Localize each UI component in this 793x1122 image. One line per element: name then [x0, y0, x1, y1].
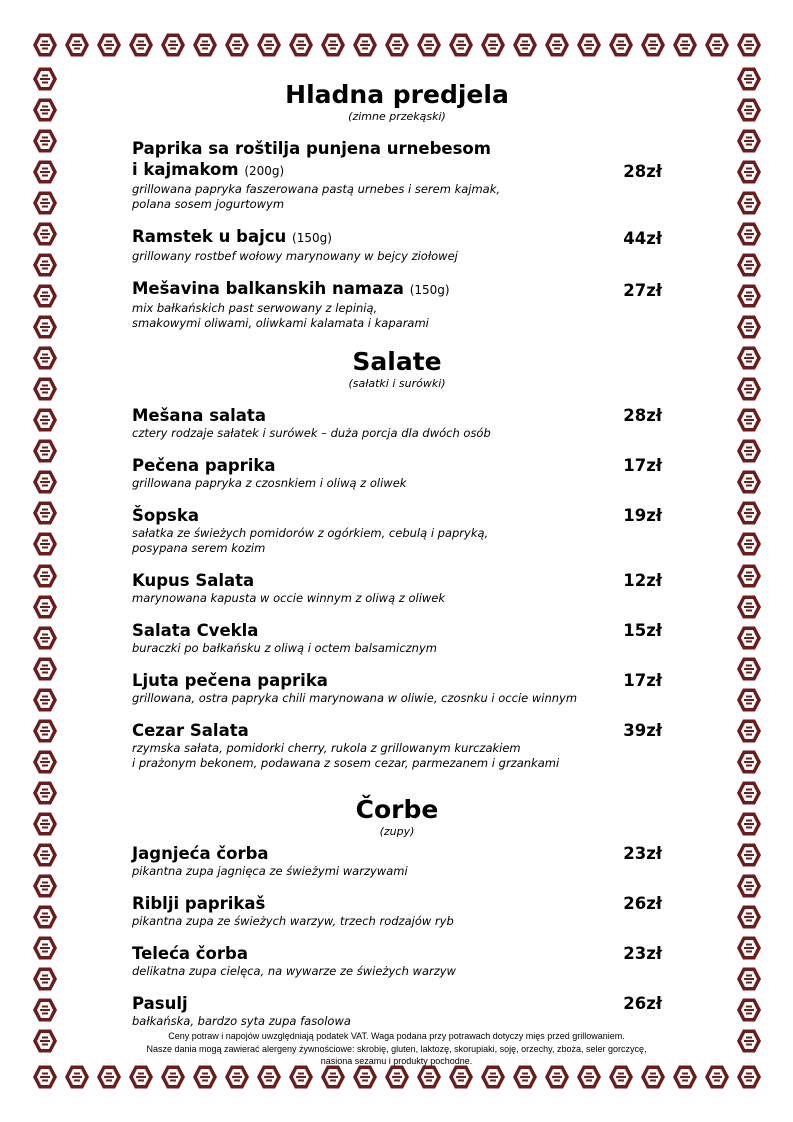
balkan-hexagon-motif-icon — [384, 1064, 410, 1090]
balkan-hexagon-motif-icon — [672, 1064, 698, 1090]
balkan-hexagon-motif-icon — [736, 625, 762, 651]
balkan-hexagon-motif-icon — [32, 749, 58, 775]
balkan-hexagon-motif-icon — [736, 252, 762, 278]
balkan-hexagon-motif-icon — [736, 345, 762, 371]
balkan-hexagon-motif-icon — [352, 32, 378, 58]
balkan-hexagon-motif-icon — [736, 66, 762, 92]
balkan-hexagon-motif-icon — [384, 32, 410, 58]
balkan-hexagon-motif-icon — [736, 469, 762, 495]
menu-item-name-text: Šopska — [132, 506, 199, 525]
balkan-hexagon-motif-icon — [736, 221, 762, 247]
menu-item-description: grillowana papryka faszerowana pastą urnebes i serem kajmak, polana sosem jogurtowym — [132, 182, 501, 211]
balkan-hexagon-motif-icon — [736, 904, 762, 930]
balkan-hexagon-motif-icon — [736, 438, 762, 464]
menu-item-header — [132, 278, 662, 301]
balkan-hexagon-motif-icon — [224, 1064, 250, 1090]
menu-item-name — [132, 278, 450, 301]
menu-item-price: 23zł — [623, 944, 662, 963]
menu-item-name — [132, 993, 188, 1014]
menu-item-name — [132, 620, 258, 641]
balkan-hexagon-motif-icon — [736, 1028, 762, 1054]
balkan-hexagon-motif-icon — [448, 1064, 474, 1090]
balkan-hexagon-motif-icon — [736, 314, 762, 340]
balkan-hexagon-motif-icon — [736, 32, 762, 58]
balkan-hexagon-motif-icon — [64, 32, 90, 58]
balkan-hexagon-motif-icon — [640, 1064, 666, 1090]
section-title: Hladna predjela — [285, 80, 509, 109]
menu-item-header — [132, 405, 662, 426]
balkan-hexagon-motif-icon — [736, 749, 762, 775]
balkan-hexagon-motif-icon — [736, 407, 762, 433]
menu-item-header — [132, 843, 662, 864]
menu-item-name — [132, 670, 328, 691]
border-bottom — [32, 1064, 762, 1090]
balkan-hexagon-motif-icon — [608, 32, 634, 58]
menu-item-name-text: Riblji paprikaš — [132, 894, 266, 913]
balkan-hexagon-motif-icon — [32, 97, 58, 123]
balkan-hexagon-motif-icon — [32, 718, 58, 744]
menu-item-name-text: Mešana salata — [132, 406, 266, 425]
menu-item — [132, 670, 662, 706]
balkan-hexagon-motif-icon — [32, 687, 58, 713]
balkan-hexagon-motif-icon — [128, 32, 154, 58]
menu-item-price: 28zł — [623, 162, 662, 181]
balkan-hexagon-motif-icon — [736, 1064, 762, 1090]
balkan-hexagon-motif-icon — [736, 531, 762, 557]
menu-item-header — [132, 670, 662, 691]
menu-item — [132, 226, 662, 264]
menu-item-price: 39zł — [623, 721, 662, 740]
menu-item-name — [132, 455, 276, 476]
balkan-hexagon-motif-icon — [192, 1064, 218, 1090]
section-subtitle: (sałatki i surówki) — [348, 377, 446, 390]
balkan-hexagon-motif-icon — [32, 345, 58, 371]
balkan-hexagon-motif-icon — [32, 563, 58, 589]
balkan-hexagon-motif-icon — [128, 1064, 154, 1090]
menu-item-description: grillowana papryka z czosnkiem i oliwą z oliwek — [132, 476, 407, 490]
menu-item — [132, 620, 662, 656]
balkan-hexagon-motif-icon — [32, 935, 58, 961]
balkan-hexagon-motif-icon — [32, 159, 58, 185]
menu-item-description: grillowana, ostra papryka chili marynowana w oliwie, czosnku i occie winnym — [132, 691, 578, 705]
menu-item-header — [132, 226, 662, 249]
menu-item-name — [132, 943, 248, 964]
balkan-hexagon-motif-icon — [288, 32, 314, 58]
balkan-hexagon-motif-icon — [32, 904, 58, 930]
balkan-hexagon-motif-icon — [288, 1064, 314, 1090]
section-title: Salate — [352, 347, 442, 376]
balkan-hexagon-motif-icon — [32, 283, 58, 309]
balkan-hexagon-motif-icon — [416, 32, 442, 58]
menu-item-description: pikantna zupa jagnięca ze świeżymi warzywami — [132, 864, 408, 878]
balkan-hexagon-motif-icon — [32, 966, 58, 992]
menu-item-header — [132, 570, 662, 591]
menu-item-header — [132, 993, 662, 1014]
balkan-hexagon-motif-icon — [352, 1064, 378, 1090]
menu-item — [132, 278, 662, 331]
menu-item-name — [132, 893, 265, 914]
menu-item — [132, 405, 662, 441]
balkan-hexagon-motif-icon — [32, 594, 58, 620]
menu-item — [132, 720, 662, 771]
balkan-hexagon-motif-icon — [32, 873, 58, 899]
balkan-hexagon-motif-icon — [736, 594, 762, 620]
balkan-hexagon-motif-icon — [672, 32, 698, 58]
balkan-hexagon-motif-icon — [512, 1064, 538, 1090]
balkan-hexagon-motif-icon — [736, 873, 762, 899]
balkan-hexagon-motif-icon — [192, 32, 218, 58]
section-title: Čorbe — [355, 795, 439, 824]
menu-item-name-text: Cezar Salata — [132, 721, 249, 740]
balkan-hexagon-motif-icon — [256, 1064, 282, 1090]
menu-item-description: grillowany rostbef wołowy marynowany w bejcy ziołowej — [132, 249, 458, 263]
menu-item-description: marynowana kapusta w occie winnym z oliwą z oliwek — [132, 591, 446, 605]
balkan-hexagon-motif-icon — [736, 283, 762, 309]
balkan-hexagon-motif-icon — [736, 718, 762, 744]
balkan-hexagon-motif-icon — [480, 32, 506, 58]
section-corbe — [132, 795, 662, 1029]
balkan-hexagon-motif-icon — [32, 66, 58, 92]
menu-item-header — [132, 505, 662, 526]
balkan-hexagon-motif-icon — [608, 1064, 634, 1090]
balkan-hexagon-motif-icon — [64, 1064, 90, 1090]
balkan-hexagon-motif-icon — [256, 32, 282, 58]
menu-item-price: 26zł — [623, 894, 662, 913]
menu-item-price: 19zł — [623, 506, 662, 525]
section-subtitle: (zimne przekąski) — [348, 110, 446, 123]
menu-item-name-text: Paprika sa roštilja punjena urnebesom i kajmakom — [132, 139, 491, 179]
border-left — [32, 66, 58, 1054]
balkan-hexagon-motif-icon — [32, 252, 58, 278]
menu-item-description: buraczki po bałkańsku z oliwą i octem balsamicznym — [132, 641, 437, 655]
balkan-hexagon-motif-icon — [736, 966, 762, 992]
balkan-hexagon-motif-icon — [480, 1064, 506, 1090]
balkan-hexagon-motif-icon — [32, 1064, 58, 1090]
balkan-hexagon-motif-icon — [512, 32, 538, 58]
menu-item-description: sałatka ze świeżych pomidorów z ogórkiem, cebulą i papryką, posypana serem kozim — [132, 526, 489, 555]
menu-item-header — [132, 455, 662, 476]
menu-item-name — [132, 138, 491, 182]
border-right — [736, 66, 762, 1054]
menu-item-name — [132, 405, 266, 426]
menu-item-header — [132, 720, 662, 741]
balkan-hexagon-motif-icon — [32, 221, 58, 247]
balkan-hexagon-motif-icon — [320, 1064, 346, 1090]
balkan-hexagon-motif-icon — [320, 32, 346, 58]
balkan-hexagon-motif-icon — [32, 32, 58, 58]
menu-item-name-text: Pečena paprika — [132, 456, 276, 475]
menu-item — [132, 138, 662, 212]
balkan-hexagon-motif-icon — [32, 842, 58, 868]
menu-item-header — [132, 138, 662, 182]
menu-item-description: bałkańska, bardzo syta zupa fasolowa — [132, 1014, 351, 1028]
menu-item — [132, 893, 662, 929]
balkan-hexagon-motif-icon — [736, 563, 762, 589]
menu-item-name — [132, 720, 249, 741]
menu-item-price: 12zł — [623, 571, 662, 590]
balkan-hexagon-motif-icon — [32, 190, 58, 216]
balkan-hexagon-motif-icon — [32, 656, 58, 682]
menu-item-price: 27zł — [623, 281, 662, 300]
menu-item-header — [132, 893, 662, 914]
balkan-hexagon-motif-icon — [736, 997, 762, 1023]
balkan-hexagon-motif-icon — [32, 997, 58, 1023]
balkan-hexagon-motif-icon — [32, 625, 58, 651]
balkan-hexagon-motif-icon — [32, 407, 58, 433]
balkan-hexagon-motif-icon — [32, 314, 58, 340]
menu-item — [132, 943, 662, 979]
balkan-hexagon-motif-icon — [160, 1064, 186, 1090]
menu-content — [132, 80, 662, 1043]
balkan-hexagon-motif-icon — [32, 531, 58, 557]
balkan-hexagon-motif-icon — [736, 656, 762, 682]
menu-item-name-text: Ljuta pečena paprika — [132, 671, 328, 690]
balkan-hexagon-motif-icon — [32, 128, 58, 154]
menu-item — [132, 993, 662, 1029]
menu-item-description: delikatna zupa cielęca, na wywarze ze świeżych warzyw — [132, 964, 456, 978]
balkan-hexagon-motif-icon — [32, 376, 58, 402]
menu-item-price: 17zł — [623, 671, 662, 690]
menu-item-name-text: Ramstek u bajcu — [132, 227, 287, 246]
menu-item-header — [132, 943, 662, 964]
balkan-hexagon-motif-icon — [224, 32, 250, 58]
balkan-hexagon-motif-icon — [736, 376, 762, 402]
balkan-hexagon-motif-icon — [32, 1028, 58, 1054]
menu-item-description: rzymska sałata, pomidorki cherry, rukola z grillowanym kurczakiem i prażonym bekonem, podawana z sosem cezar, parmezanem i grzankami — [132, 741, 560, 770]
balkan-hexagon-motif-icon — [576, 1064, 602, 1090]
balkan-hexagon-motif-icon — [736, 159, 762, 185]
balkan-hexagon-motif-icon — [576, 32, 602, 58]
balkan-hexagon-motif-icon — [160, 32, 186, 58]
menu-item — [132, 505, 662, 556]
balkan-hexagon-motif-icon — [96, 1064, 122, 1090]
menu-item-name — [132, 226, 332, 249]
balkan-hexagon-motif-icon — [736, 128, 762, 154]
balkan-hexagon-motif-icon — [640, 32, 666, 58]
section-salate — [132, 347, 662, 771]
menu-item-description: mix bałkańskich past serwowany z lepinią, smakowymi oliwami, oliwkami kalamata i kaparami — [132, 301, 429, 330]
balkan-hexagon-motif-icon — [736, 842, 762, 868]
menu-item-name-text: Teleća čorba — [132, 944, 248, 963]
balkan-hexagon-motif-icon — [736, 811, 762, 837]
balkan-hexagon-motif-icon — [736, 687, 762, 713]
balkan-hexagon-motif-icon — [736, 97, 762, 123]
menu-item — [132, 843, 662, 879]
menu-item-name-text: Kupus Salata — [132, 571, 255, 590]
balkan-hexagon-motif-icon — [32, 469, 58, 495]
menu-item-price: 15zł — [623, 621, 662, 640]
menu-item-name-text: Mešavina balkanskih namaza — [132, 279, 404, 298]
menu-item-name-text: Salata Cvekla — [132, 621, 259, 640]
border-top — [32, 32, 762, 58]
balkan-hexagon-motif-icon — [416, 1064, 442, 1090]
menu-item-name-text: Jagnjeća čorba — [132, 844, 269, 863]
menu-item-price: 44zł — [623, 229, 662, 248]
balkan-hexagon-motif-icon — [704, 1064, 730, 1090]
menu-item-description: pikantna zupa ze świeżych warzyw, trzech rodzajów ryb — [132, 914, 454, 928]
balkan-hexagon-motif-icon — [32, 438, 58, 464]
balkan-hexagon-motif-icon — [544, 1064, 570, 1090]
balkan-hexagon-motif-icon — [736, 500, 762, 526]
balkan-hexagon-motif-icon — [544, 32, 570, 58]
section-subtitle: (zupy) — [379, 825, 415, 838]
menu-item-price: 28zł — [623, 406, 662, 425]
balkan-hexagon-motif-icon — [32, 500, 58, 526]
balkan-hexagon-motif-icon — [736, 780, 762, 806]
menu-item-header — [132, 620, 662, 641]
balkan-hexagon-motif-icon — [736, 935, 762, 961]
menu-item-name — [132, 570, 254, 591]
menu-item-description: cztery rodzaje sałatek i surówek – duża porcja dla dwóch osób — [132, 426, 491, 440]
menu-item — [132, 455, 662, 491]
menu-item-price: 26zł — [623, 994, 662, 1013]
balkan-hexagon-motif-icon — [32, 780, 58, 806]
balkan-hexagon-motif-icon — [704, 32, 730, 58]
menu-item-name-text: Pasulj — [132, 994, 188, 1013]
menu-item-name — [132, 843, 269, 864]
menu-item-weight: (150g) — [409, 283, 450, 297]
menu-item — [132, 570, 662, 606]
menu-item-name — [132, 505, 199, 526]
balkan-hexagon-motif-icon — [96, 32, 122, 58]
menu-item-price: 23zł — [623, 844, 662, 863]
balkan-hexagon-motif-icon — [32, 811, 58, 837]
section-hladna-predjela — [132, 80, 662, 331]
menu-item-weight: (150g) — [292, 231, 332, 245]
menu-item-price: 17zł — [623, 456, 662, 475]
footer-note: Ceny potraw i napojów uwzględniają podatek VAT. Waga podana przy potrawach dotyczy mięs przed grillowaniem. Nasze dania mogą zawierać alergeny żywnościowe: skrobię, gluten, laktozę, skorupiaki, soję, orzechy, zboża, seler gorczycę, nasiona sezamu i produkty pochodne. — [146, 1031, 647, 1066]
menu-item-weight: (200g) — [244, 164, 285, 178]
balkan-hexagon-motif-icon — [448, 32, 474, 58]
balkan-hexagon-motif-icon — [736, 190, 762, 216]
